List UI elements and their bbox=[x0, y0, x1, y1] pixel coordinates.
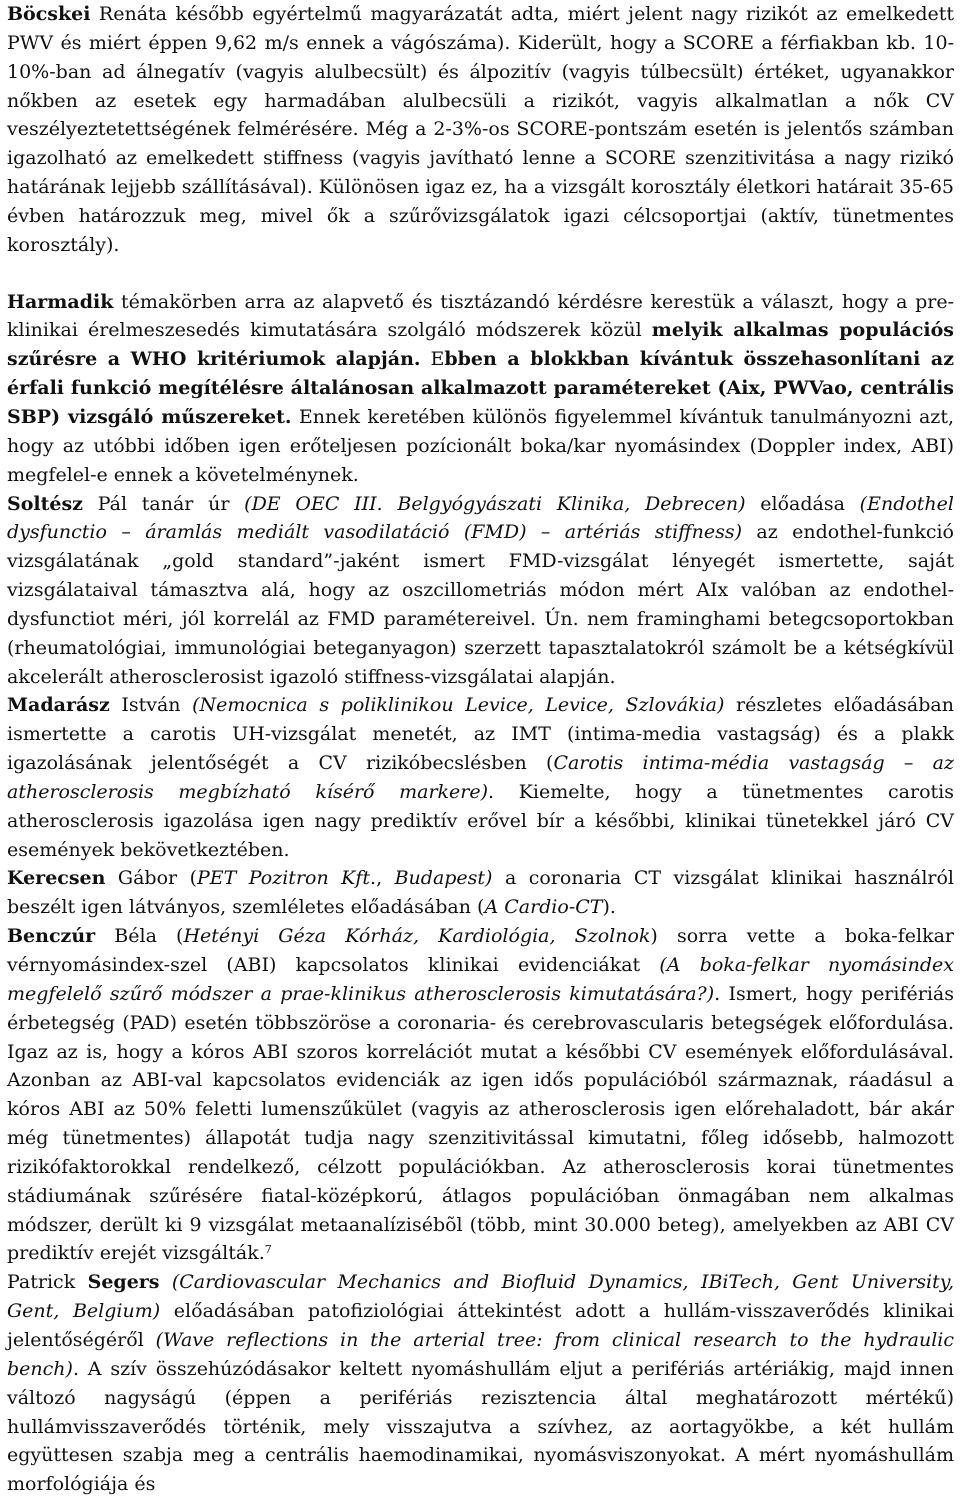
italic-run: PET Pozitron Kft bbox=[196, 867, 371, 890]
text-run: előadása bbox=[745, 492, 860, 515]
text-run: ). bbox=[602, 896, 616, 919]
paragraph-harmadik bbox=[7, 288, 954, 490]
bold-run: bben a blokkban kívántuk összehasonlítani az érfali funkció megítélésre általánosan alkalmazott paramétereket (Aix, PWVao, centrális SBP) vizsgáló műszereket. bbox=[7, 348, 954, 428]
italic-run: Budapest) bbox=[394, 867, 493, 890]
paragraph-bocskei bbox=[7, 0, 954, 260]
text-run: Pál tanár úr bbox=[82, 492, 245, 515]
text-run: témakörben arra az alapvető és tisztázandó kérdésre kerestük a választ, hogy a pre-klinikai érelmeszesedés kimutatására szolgáló módszerek közül bbox=[7, 290, 954, 342]
paragraph-kerecsen bbox=[7, 864, 954, 922]
text-run: ., bbox=[370, 867, 395, 890]
italic-run: (DE OEC III. Belgyógyászati Klinika, Debrecen) bbox=[244, 492, 746, 515]
text-run: Ennek keretében különös figyelemmel kívántuk tanulmányozni azt, hogy az utóbbi időben igen erőteljesen pozícionált boka/kar nyomásindex (Doppler index, ABI) megfelel-e ennek a követelménynek. bbox=[7, 405, 954, 486]
text-run: ) sorra vette a boka-felkar vérnyomásindex-szel (ABI) kapcsolatos klinikai evidenciákat bbox=[7, 925, 954, 976]
paragraph-soltesz bbox=[7, 490, 954, 692]
bold-run: Madarász bbox=[7, 694, 110, 717]
bold-run: Kerecsen bbox=[7, 867, 106, 890]
italic-run: (Nemocnica s poliklinikou Levice, Levice, Szlovákia) bbox=[192, 694, 725, 717]
text-run: E bbox=[420, 348, 445, 371]
paragraph-madarasz bbox=[7, 691, 954, 864]
italic-run: (Cardiovascular Mechanics and Biofluid Dynamics, IBiTech, Gent University, Gent, Belgium) bbox=[7, 1271, 955, 1323]
text-run: részletes előadásában ismertette a carotis UH-vizsgálat menetét, az IMT (intima-media vastagság) és a plakk igazolásának jelentőségét a CV rizikóbecslésben ( bbox=[7, 694, 954, 775]
italic-run: (A boka-felkar nyomásindex megfelelő szűrő módszer a prae-klinikus atherosclerosis kimutatására?) bbox=[7, 954, 954, 1005]
text-run: . A szív összehúzódásakor keltett nyomáshullám eljut a perifériás artériákig, majd innen változó nagyságú (éppen a perifériás rezisztencia által meghatározott mértékű) hullámvisszaverődés történik, mely visszajutva a szívhez, az aortagyökbe, a két hullám együttesen szabja meg a centrális haemodinamikai, nyomásviszonyokat. A mért nyomáshullám morfológiája és bbox=[7, 1357, 954, 1496]
bold-run: Böcskei bbox=[7, 3, 91, 25]
italic-run: Carotis intima-média vastagság – az atherosclerosis megbízható kísérő markere) bbox=[7, 752, 954, 803]
text-run: Béla ( bbox=[95, 925, 184, 948]
italic-run: (Endothel dysfunctio – áramlás mediált vasodilatáció (FMD) – artériás stiffness) bbox=[7, 492, 954, 544]
text-run: Renáta később egyértelmű magyarázatát adta, miért jelent nagy rizikót az emelkedett PWV és miért éppen 9,62 m/s ennek a vágószáma). Kiderült, hogy a SCORE a férfiakban kb. 10-10%-ban ad álnegatív (vagyis alulbecsült) és álpozitív (vagyis túlbecsült) értéket, ugyanakkor nőkben az esetek egy harmadában alulbecsüli a rizikót, vagyis alkalmatlan a nők CV veszélyeztetettségének felmérésére. Még a 2-3%-os SCORE-pontszám esetén is jelentős számban igazolható az emelkedett stiffness (vagyis javítható lenne a SCORE szenzitivitása a nagy rizikó határának lejjebb szállításával). Különösen igaz ez, ha a vizsgált korosztály életkori határait 35-65 évben határozzuk meg, mivel ők a szűrővizsgálatok igazi célcsoportjai (aktív, tünetmentes korosztály). bbox=[7, 3, 954, 256]
bold-run: Harmadik bbox=[7, 290, 114, 313]
bold-run: Soltész bbox=[7, 492, 83, 515]
text-run: előadásában patofiziológiai áttekintést adott a hullám-visszaverődés klinikai jelentőségéről bbox=[7, 1300, 955, 1351]
footnote-ref: 7 bbox=[264, 1243, 272, 1257]
italic-run: A Cardio-CT bbox=[484, 896, 603, 919]
text-run: Gábor ( bbox=[105, 867, 197, 890]
paragraph-segers bbox=[7, 1268, 954, 1499]
text-run: István bbox=[109, 694, 193, 717]
bold-run: melyik alkalmas populációs szűrésre a WHO kritériumok alapján. bbox=[7, 319, 954, 371]
text-run: az endothel-funkció vizsgálatának „gold standard”-jaként ismert FMD-vizsgálat lényegét ismertette, saját vizsgálataival támasztva alá, hogy az oszcillometriás módon mért AIx valóban az endothel-dysfunctiot méri, jól korrelál az FMD paramétereivel. Ún. nem framinghami betegcsoportokban (rheumatológiai, immunológiai beteganyagon) szerzett tapasztalatokról számolt be a kétségkívül akcelerált atherosclerosist igazoló stiffness-vizsgálatai alapján. bbox=[7, 521, 954, 688]
text-run bbox=[159, 1271, 171, 1293]
bold-run: Benczúr bbox=[7, 925, 96, 948]
text-run: Patrick bbox=[7, 1271, 88, 1294]
italic-run: Hetényi Géza Kórház, Kardiológia, Szolnok bbox=[183, 925, 651, 948]
bold-run: Segers bbox=[87, 1271, 160, 1294]
text-run: . Kiemelte, hogy a tünetmentes carotis atherosclerosis igazolása igen nagy prediktív erővel bír a későbbi, klinikai tünetekkel járó CV események bekövetkeztében. bbox=[7, 780, 954, 861]
paragraph-benczur bbox=[7, 922, 954, 1268]
text-run: . Ismert, hogy perifériás érbetegség (PAD) esetén többszöröse a coronaria- és cerebrovascularis betegségek előfordulása. Igaz az is, hogy a kóros ABI szoros korrelációt mutat a későbbi CV események előfordulásával. Azonban az ABI-val kapcsolatos evidenciák az igen idős populációból származnak, ráadásul a kóros ABI az 50% feletti lumenszűkület (vagyis az atherosclerosis igen előrehaladott, bár akár még tünetmentes) állapotát tudja nagy szenzitivitással kimutatni, főleg idősebb, halmozott rizikófaktorokkal rendelkező, célzott populációkban. Az atherosclerosis korai tünetmentes stádiumának szűrésére fiatal-középkorú, átlagos populációban önmagában nem alkalmas módszer, derült ki 9 vizsgálat metaanalízisébõl (több, mint 30.000 beteg), amelyekben az ABI CV prediktív erejét vizsgálták. bbox=[7, 982, 954, 1265]
italic-run: (Wave reflections in the arterial tree: from clinical research to the hydraulic bench) bbox=[7, 1328, 954, 1380]
text-run: a coronaria CT vizsgálat klinikai használról beszélt igen látványos, szemléletes előadásában ( bbox=[7, 867, 954, 919]
